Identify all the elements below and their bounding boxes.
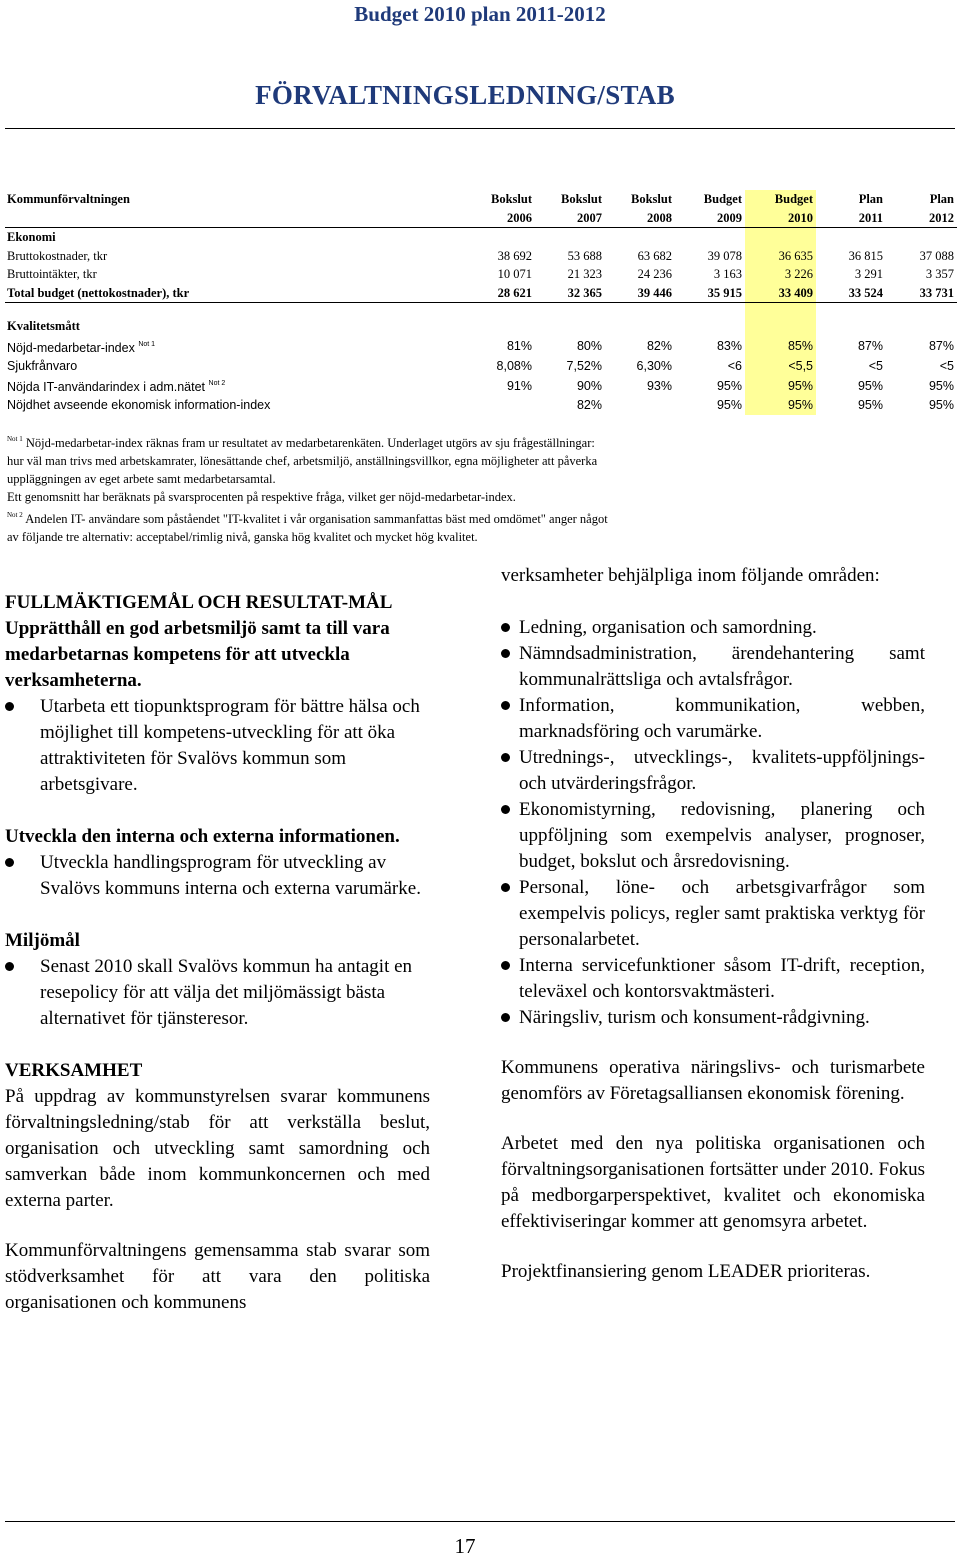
table-row (5, 375, 957, 396)
cell: 38 692 (497, 248, 532, 263)
col-head-7: Plan (929, 192, 954, 207)
cell: 87% (857, 339, 883, 353)
goal-3-list (5, 954, 430, 1032)
cell: 90% (576, 378, 602, 393)
cell: 80% (576, 339, 602, 353)
row-label: Nöjda IT-användarindex i adm.nätet $^{Not 2}$ (7, 380, 226, 394)
cell: <5 (939, 358, 954, 373)
paragraph-leader: Projektfinansiering genom LEADER prioriteras. (501, 1261, 871, 1282)
cell: 93% (646, 378, 672, 393)
bullet-icon (5, 858, 14, 867)
col-year-2: 2007 (535, 209, 605, 228)
cell: 91% (506, 378, 532, 393)
paragraph-foretagsalliansen: Kommunens operativa näringslivs- och turismarbete genomförs av Företagsalliansen ekonomisk förening. (501, 1057, 925, 1104)
list-item: Näringsliv, turism och konsument-rådgivning. (501, 1005, 925, 1031)
verksamhet-paragraph-2: Kommunförvaltningens gemensamma stab svarar som stödverksamhet för att vara den politiska organisationen och kommunens (5, 1240, 430, 1313)
section-kvalitet (5, 317, 957, 336)
right-column (501, 563, 925, 1285)
table-row (5, 357, 957, 376)
cell: 95% (745, 375, 816, 396)
col-year-7: 2012 (886, 209, 957, 228)
list-item: Interna servicefunktioner såsom IT-drift, reception, televäxel och kontorsvaktmästeri. (501, 953, 925, 1005)
row-label: Bruttointäkter, tkr (7, 267, 97, 282)
row-label: Nöjdhet avseende ekonomisk information-index (7, 398, 271, 413)
col-head-2: Bokslut (561, 192, 602, 207)
cell: 21 323 (567, 267, 602, 282)
cell: 87% (928, 339, 954, 353)
section-title: Kvalitetsmått (7, 319, 80, 334)
goal-1-title: Upprätthåll en god arbetsmiljö samt ta till vara medarbetarnas kompetens för att utveckla verksamheterna. (5, 618, 390, 691)
goal-2-title: Utveckla den interna och externa informationen. (5, 826, 400, 847)
cell: 63 682 (637, 248, 672, 263)
table-row (5, 336, 957, 357)
table-row-total (5, 284, 957, 303)
page-number: 17 (454, 1534, 476, 1558)
table-header-row-2 (5, 209, 957, 228)
cell: 36 815 (848, 248, 883, 263)
col-head-1: Bokslut (491, 192, 532, 207)
list-item: Ledning, organisation och samordning. (501, 615, 925, 641)
list-item: Nämndsadministration, ärendehantering samt kommunalrättsliga och avtalsfrågor. (501, 641, 925, 693)
page-header (0, 0, 960, 32)
table-row (5, 396, 957, 415)
cell: 33 524 (816, 284, 886, 303)
cell: 95% (857, 378, 883, 393)
bullet-icon (5, 962, 14, 971)
verksamhet-heading: VERKSAMHET (5, 1060, 143, 1081)
section-ekonomi (5, 228, 957, 247)
cell: 3 291 (854, 267, 883, 282)
list-item: Utarbeta ett tiopunktsprogram för bättre hälsa och möjlighet till kompetens-utveckling för att öka attraktiviteten för Svalövs kommun som arbetsgivare. (5, 694, 430, 798)
row-label: Sjukfrånvaro (7, 358, 78, 373)
row-label: Nöjd-medarbetar-index $^{Not 1}$ (7, 340, 156, 355)
cell: 95% (928, 398, 954, 413)
cell: <5,5 (745, 357, 816, 376)
col-year-6: 2011 (816, 209, 886, 228)
note-1-line: hur väl man trivs med arbetskamrater, lönesättande chef, arbetsmiljö, anställningsvillkor, egna möjligheter att påverka (7, 454, 598, 468)
cell: 95% (857, 398, 883, 413)
cell: <6 (727, 358, 742, 373)
left-column (5, 590, 430, 1316)
col-head-6: Plan (858, 192, 883, 207)
cell: 28 621 (465, 284, 535, 303)
verksamhet-paragraph-1: På uppdrag av kommunstyrelsen svarar kommunens förvaltningsledning/stab för att verkställa beslut, organisation och utveckling samt samordning och samverkan både inom kommunkoncernen och med externa parter. (5, 1086, 430, 1211)
bullet-icon (501, 701, 510, 710)
cell: 95% (716, 398, 742, 413)
cell: 3 357 (925, 267, 954, 282)
note-ref: Not 1 (138, 340, 156, 348)
note-1-line: Ett genomsnitt har beräknats på svarsprocenten på respektive fråga, vilket ger nöjd-medarbetar-index. (7, 490, 516, 504)
budget-table (5, 190, 957, 415)
bullet-icon (501, 649, 510, 658)
cell: 95% (745, 396, 816, 415)
areas-list (501, 615, 925, 1031)
cell: 10 071 (497, 267, 532, 282)
cell: 3 226 (745, 265, 816, 284)
cell: 32 365 (535, 284, 605, 303)
cell: 3 163 (713, 267, 742, 282)
col-year-4: 2009 (675, 209, 745, 228)
cell: 95% (716, 378, 742, 393)
table-header-row-1 (5, 190, 957, 209)
cell: 33 731 (886, 284, 957, 303)
list-item: Information, kommunikation, webben, marknadsföring och varumärke. (501, 693, 925, 745)
note-ref: Not 2 (208, 380, 226, 387)
cell: 8,08% (496, 358, 532, 373)
table-notes (7, 430, 907, 546)
note-2: $^{Not 2}$ Andelen IT- användare som påståendet "IT-kvalitet i vår organisation sammanfattas bäst med omdömet" anger något (7, 511, 608, 526)
paragraph-organisation: Arbetet med den nya politiska organisationen och förvaltningsorganisationen fortsätter under 2010. Fokus på medborgarperspektivet, kvalitet och ekonomiska effektiviseringar kommer att genomsyra arbetet. (501, 1133, 925, 1232)
title-divider (5, 128, 955, 129)
bullet-icon (5, 702, 14, 711)
cell: 95% (928, 378, 954, 393)
cell: 53 688 (567, 248, 602, 263)
note-2-line: av följande tre alternativ: acceptabel/rimlig nivå, ganska hög kvalitet och mycket hög kvalitet. (7, 530, 478, 544)
col-head-5: Budget (745, 190, 816, 209)
cell (605, 396, 675, 415)
cell: 6,30% (636, 358, 672, 373)
header-title: Budget 2010 plan 2011-2012 (354, 2, 606, 26)
row-label: Total budget (nettokostnader), tkr (5, 284, 465, 303)
cell: 24 236 (637, 267, 672, 282)
bullet-icon (501, 623, 510, 632)
cell: 7,52% (566, 358, 602, 373)
note-1-line: uppläggningen av eget arbete samt medarbetarsamtal. (7, 472, 276, 486)
footer-divider (5, 1521, 955, 1522)
col-year-3: 2008 (605, 209, 675, 228)
cell: 81% (506, 339, 532, 353)
bullet-icon (501, 805, 510, 814)
cell: 37 088 (919, 248, 954, 263)
goal-2-list (5, 850, 430, 902)
list-item: Senast 2010 skall Svalövs kommun ha antagit en resepolicy för att välja det miljömässigt bästa alternativet för tjänsteresor. (5, 954, 430, 1032)
bullet-icon (501, 883, 510, 892)
list-item: Personal, löne- och arbetsgivarfrågor som exempelvis policys, regler samt praktiska verktyg för personalarbetet. (501, 875, 925, 953)
col-head-3: Bokslut (631, 192, 672, 207)
cell: 82% (576, 398, 602, 413)
bullet-icon (501, 753, 510, 762)
col-year-1: 2006 (465, 209, 535, 228)
list-item: Ekonomistyrning, redovisning, planering och uppföljning som exempelvis analyser, prognoser, budget, bokslut och årsredovisning. (501, 797, 925, 875)
areas-intro: verksamheter behjälpliga inom följande områden: (501, 565, 880, 586)
section-title: Ekonomi (7, 230, 56, 245)
cell (465, 396, 535, 415)
col-head-4: Budget (703, 192, 742, 207)
note-1: $^{Not 1}$ Nöjd-medarbetar-index räknas fram ur resultatet av medarbetarenkäten. Underlaget utgörs av sju frågeställningar: (7, 435, 595, 450)
cell: 39 446 (605, 284, 675, 303)
cell: <5 (868, 358, 883, 373)
table-row (5, 265, 957, 284)
page-title: FÖRVALTNINGSLEDNING/STAB (255, 80, 675, 110)
cell: 33 409 (745, 284, 816, 303)
cell: 39 078 (707, 248, 742, 263)
bullet-icon (501, 961, 510, 970)
list-item: Utveckla handlingsprogram för utveckling av Svalövs kommuns interna och externa varumärke. (5, 850, 430, 902)
goals-heading: FULLMÄKTIGEMÅL OCH RESULTAT-MÅL (5, 592, 393, 613)
table-row (5, 247, 957, 266)
cell: 36 635 (745, 247, 816, 266)
cell: 82% (646, 339, 672, 353)
goal-3-title: Miljömål (5, 930, 80, 951)
table-header-label: Kommunförvaltningen (7, 192, 130, 207)
bullet-icon (501, 1013, 510, 1022)
cell: 35 915 (675, 284, 745, 303)
cell: 85% (745, 336, 816, 357)
goal-1-list (5, 694, 430, 798)
list-item: Utrednings-, utvecklings-, kvalitets-uppföljnings- och utvärderingsfrågor. (501, 745, 925, 797)
col-year-5: 2010 (745, 209, 816, 228)
row-label: Bruttokostnader, tkr (7, 248, 108, 263)
cell: 83% (716, 339, 742, 353)
